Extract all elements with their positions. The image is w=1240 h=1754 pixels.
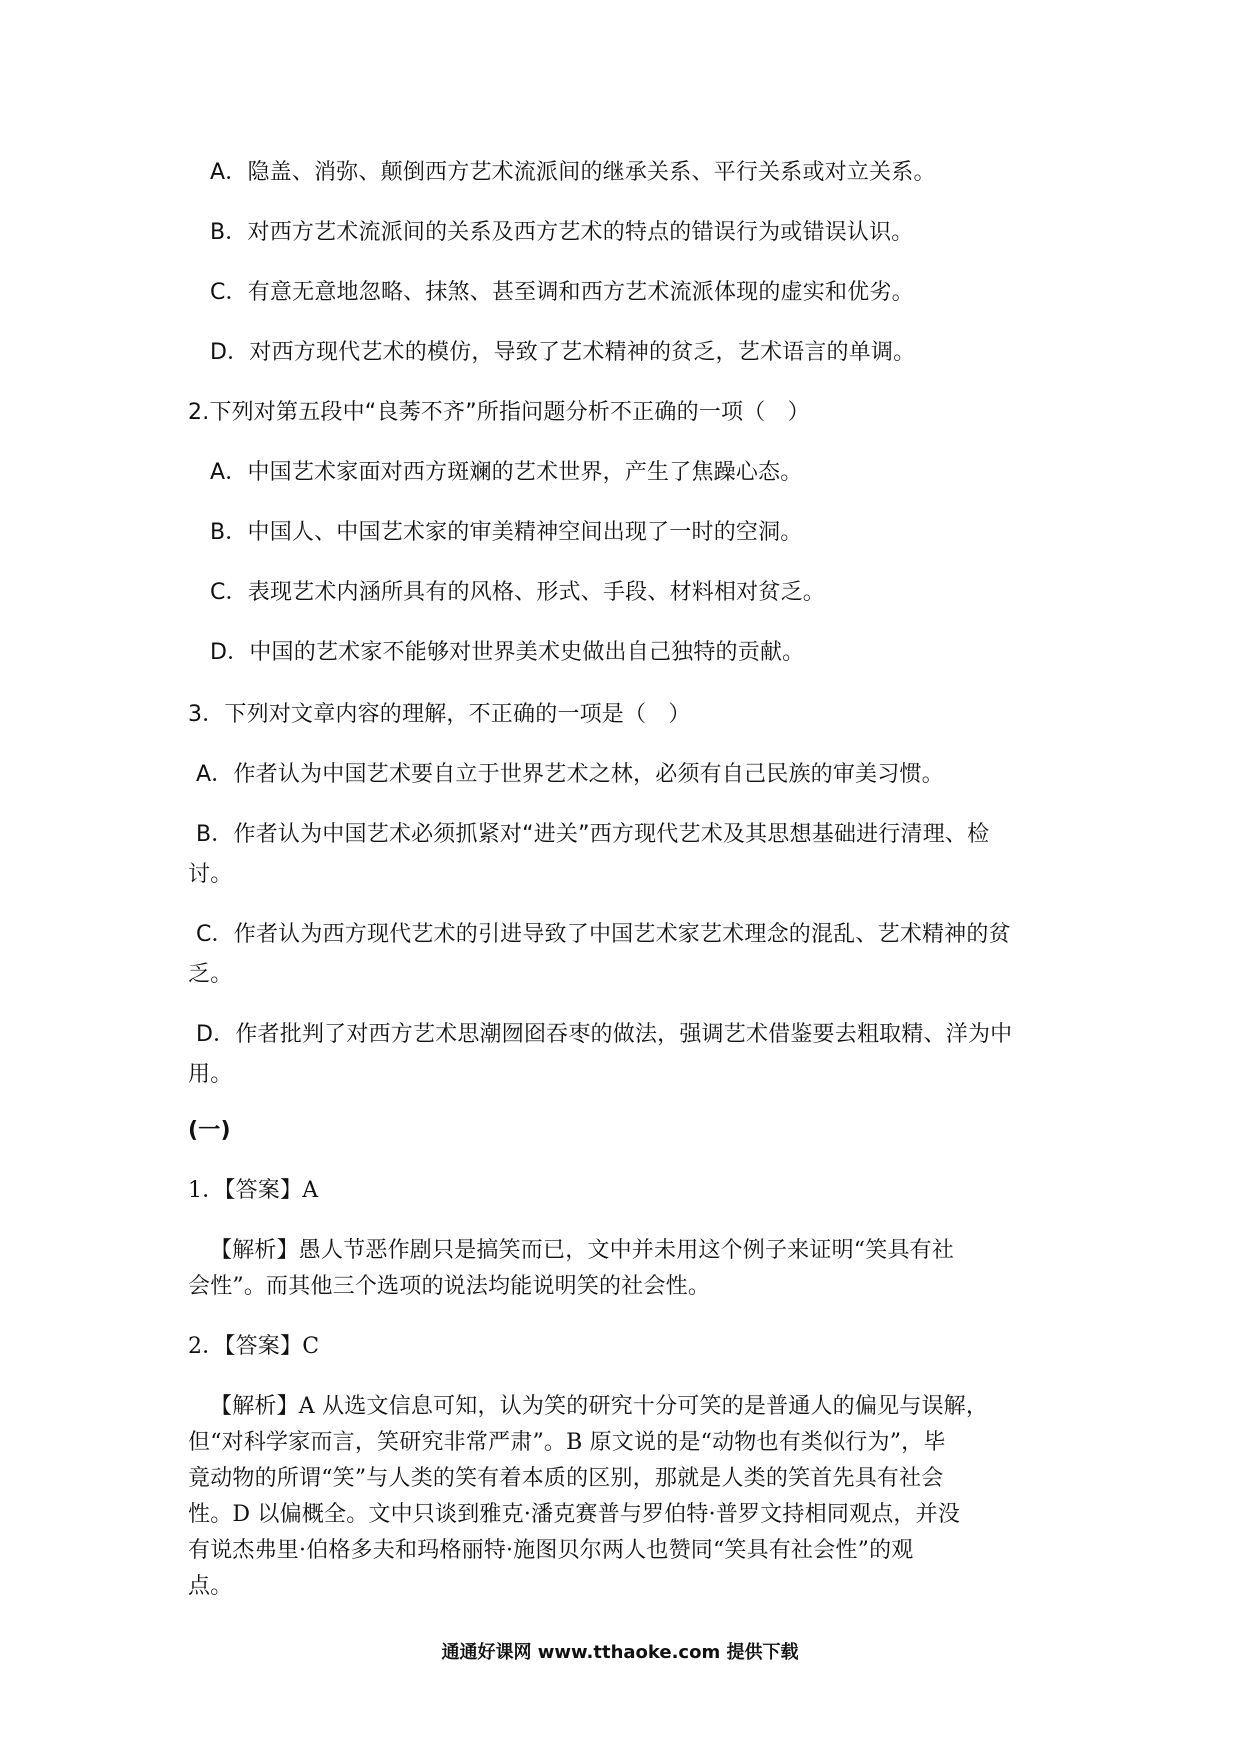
q2-option-d: D．中国的艺术家不能够对世界美术史做出自己独特的贡献。 [210, 640, 805, 665]
q3-option-a: A．作者认为中国艺术要自立于世界艺术之林，必须有自己民族的审美习惯。 [196, 762, 944, 787]
answer-2-analysis-line6: 点。 [188, 1574, 233, 1599]
answer-2-analysis-line2: 但“对科学家而言，笑研究非常严肃”。B 原文说的是“动物也有类似行为”，毕 [188, 1430, 946, 1455]
q1-option-d: D．对西方现代艺术的模仿，导致了艺术精神的贫乏，艺术语言的单调。 [210, 340, 916, 365]
answer-1-analysis-line1: 【解析】愚人节恶作剧只是搞笑而已，文中并未用这个例子来证明“笑具有社 [210, 1238, 955, 1263]
answer-2-label: 2．【答案】C [188, 1334, 320, 1359]
answer-2-analysis-line4: 性。D 以偏概全。文中只谈到雅克·潘克赛普与罗伯特·普罗文持相同观点，并没 [188, 1502, 961, 1527]
q1-option-c: C．有意无意地忽略、抹煞、甚至调和西方艺术流派体现的虚实和优劣。 [210, 280, 914, 305]
answer-2-analysis-line3: 竟动物的所谓“笑”与人类的笑有着本质的区别，那就是人类的笑首先具有社会 [188, 1466, 944, 1491]
answer-1-label: 1．【答案】A [188, 1178, 319, 1203]
q2-option-c: C．表现艺术内涵所具有的风格、形式、手段、材料相对贫乏。 [210, 580, 825, 605]
q3-option-c-line1: C．作者认为西方现代艺术的引进导致了中国艺术家艺术理念的混乱、艺术精神的贫 [196, 922, 1011, 947]
answer-2-analysis-line1: 【解析】A 从选文信息可知，认为笑的研究十分可笑的是普通人的偏见与误解， [210, 1394, 989, 1419]
page-footer: 通通好课网 www.tthaoke.com 提供下载 [441, 1642, 799, 1663]
q3-option-b-line2: 讨。 [188, 862, 233, 887]
q1-option-b: B．对西方艺术流派间的关系及西方艺术的特点的错误行为或错误认识。 [210, 220, 914, 245]
answer-1-analysis-line2: 会性”。而其他三个选项的说法均能说明笑的社会性。 [188, 1274, 711, 1299]
q3-stem: 3．下列对文章内容的理解，不正确的一项是（ ） [188, 702, 691, 727]
q1-option-a: A．隐盖、消弥、颠倒西方艺术流派间的继承关系、平行关系或对立关系。 [210, 160, 936, 185]
answer-2-analysis-line5: 有说杰弗里·伯格多夫和玛格丽特·施图贝尔两人也赞同“笑具有社会性”的观 [188, 1538, 914, 1563]
q2-option-a: A．中国艺术家面对西方斑斓的艺术世界，产生了焦躁心态。 [210, 460, 803, 485]
q3-option-d-line1: D．作者批判了对西方艺术思潮囫囵吞枣的做法，强调艺术借鉴要去粗取精、洋为中 [196, 1022, 1013, 1047]
q2-option-b: B．中国人、中国艺术家的审美精神空间出现了一时的空洞。 [210, 520, 803, 545]
q3-option-b-line1: B．作者认为中国艺术必须抓紧对“进关”西方现代艺术及其思想基础进行清理、检 [196, 822, 990, 847]
q2-stem: 2.下列对第五段中“良莠不齐”所指问题分析不正确的一项（ ） [188, 400, 810, 425]
q3-option-c-line2: 乏。 [188, 962, 233, 987]
q3-option-d-line2: 用。 [188, 1062, 233, 1087]
answers-section-heading: (一) [188, 1118, 231, 1143]
